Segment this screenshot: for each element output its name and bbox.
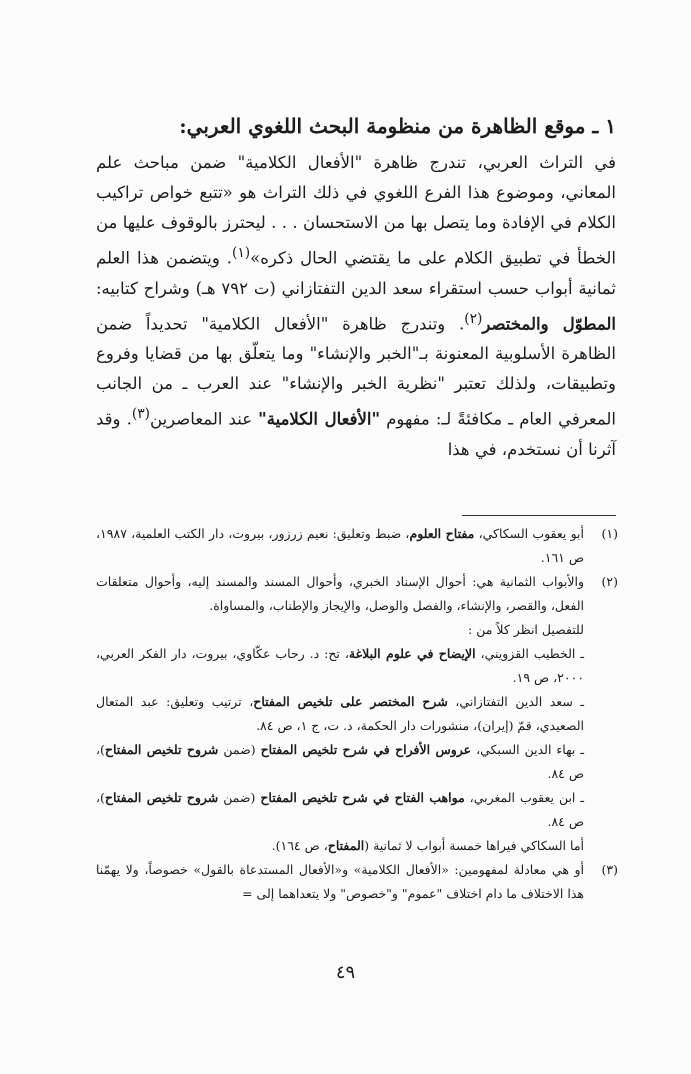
footnote-text: أما السكاكي فيراها خمسة أبواب لا ثمانية ( (364, 838, 584, 853)
main-text-block (96, 110, 616, 465)
footnote-number: (١) (601, 526, 618, 541)
body-paragraph (96, 148, 616, 465)
footnote-text: (ضمن (218, 742, 261, 757)
footnote-entry (96, 642, 584, 690)
footnote-text: ـ الخطيب القزويني، (475, 646, 585, 661)
footnote-book-title: شروح تلخيص المفتاح (104, 790, 219, 805)
page-number: ٤٩ (335, 962, 356, 983)
footnote-separator (462, 515, 616, 516)
footnote-book-title: شرح المختصر على تلخيص المفتاح (253, 694, 448, 709)
body-bold-speech-acts: "الأفعال الكلامية" (258, 409, 381, 429)
footnote-text: )، ص ٨٤. (96, 742, 584, 781)
footnote-3 (96, 858, 618, 906)
footnote-text: ، ضبط وتعليق: نعيم زرزور، بيروت، دار الكتب العلمية، ١٩٨٧، ص ١٦١. (96, 526, 584, 565)
footnote-entry (96, 738, 584, 786)
footnote-text: )، ص ٨٤. (96, 790, 584, 829)
footnote-text: ، تح: د. رحاب عكّاوي، بيروت، دار الفكر العربي، ٢٠٠٠، ص ١٩. (96, 646, 584, 685)
footnote-book-title: شروح تلخيص المفتاح (104, 742, 219, 757)
footnote-ref-1[interactable]: (١) (231, 245, 251, 261)
section-heading: ١ ـ موقع الظاهرة من منظومة البحث اللغوي العربي: (179, 114, 616, 138)
footnote-ref-2[interactable]: (٢) (464, 310, 483, 327)
footnote-text: أو هي معادلة لمفهومين: «الأفعال الكلامية» و«الأفعال المستدعاة بالقول» خصوصاً، ولا يهمّنا هذا الاختلاف ما دام اختلاف "عموم" و"خصوص" ولا يتعداهما إلى = (96, 862, 584, 901)
body-bold-mutawwal: المطوّل والمختصر (482, 314, 616, 333)
footnote-text: ، ص ١٦٤). (271, 838, 328, 853)
footnote-entry (96, 690, 584, 738)
footnote-text: والأبواب الثمانية هي: أحوال الإسناد الخبري، وأحوال المسند والمسند إليه، وأحوال متعلقات الفعل، والقصر، والإنشاء، والفصل والوصل، والإيجاز والإطناب، والمساواة. (96, 574, 584, 613)
footnote-text: ، ترتيب وتعليق: عبد المتعال الصعيدي، قمّ (إيران)، منشورات دار الحكمة، د. ت، ج ١، ص ٨٤. (96, 694, 584, 733)
footnote-number: (٢) (601, 574, 618, 589)
footnote-number: (٣) (601, 862, 618, 877)
footnote-entry (96, 834, 584, 858)
footnote-book-title: عروس الأفراح في شرح تلخيص المفتاح (260, 742, 472, 757)
footnote-book-title: الإيضاح في علوم البلاغة (348, 646, 476, 661)
footnote-entry (96, 786, 584, 834)
footnote-text: (ضمن (218, 790, 261, 805)
body-text-p5: . وقد آثرنا أن نستخدم، في هذا (96, 409, 616, 459)
body-text-p2: . ويتضمن هذا العلم ثمانية أبواب حسب استقراء سعد الدين التفتازاني (ت ٧٩٢ هـ) وشراح كتابيه: (96, 248, 616, 298)
footnote-book-title: مفتاح العلوم (409, 526, 475, 541)
footnote-ref-3[interactable]: (٣) (131, 406, 151, 422)
body-text-p3: . وتندرج ظاهرة "الأفعال الكلامية" تحديداً ضمن الظاهرة الأسلوبية المعنونة بـ"الخبر والإنشاء" وما يتعلّق بها من قضايا وفروع وتطبيقات، ولذلك تعتبر "نظرية الخبر والإنشاء" عند العرب ـ من الجانب المعرفي العام ـ مكافئةً لـ: مفهوم (96, 314, 616, 429)
footnote-text: ـ سعد الدين التفتازاني، (447, 694, 585, 709)
body-text-p4: عند المعاصرين (150, 409, 259, 429)
footnotes-block (96, 522, 618, 906)
footnote-book-title: المفتاح (327, 838, 365, 853)
footnote-text: للتفصيل انظر كلاً من : (468, 622, 584, 637)
footnote-2 (96, 570, 618, 858)
footnote-text: ـ ابن يعقوب المغربي، (464, 790, 584, 805)
body-text-p1: في التراث العربي، تندرج ظاهرة "الأفعال الكلامية" ضمن مباحث علم المعاني، وموضوع هذا الفرع اللغوي في ذلك التراث هو «تتبع خواص تراكيب الكلام في الإفادة وما يتصل بها من الاستحسان . . . ليحترز بالوقوف عليها من الخطأ في تطبيق الكلام على ما يقتضي الحال ذكره» (96, 153, 616, 268)
footnote-1 (96, 522, 618, 570)
footnote-text: ـ بهاء الدين السبكي، (471, 742, 584, 757)
footnote-book-title: مواهب الفتاح في شرح تلخيص المفتاح (260, 790, 465, 805)
footnote-text: أبو يعقوب السكاكي، (474, 526, 584, 541)
